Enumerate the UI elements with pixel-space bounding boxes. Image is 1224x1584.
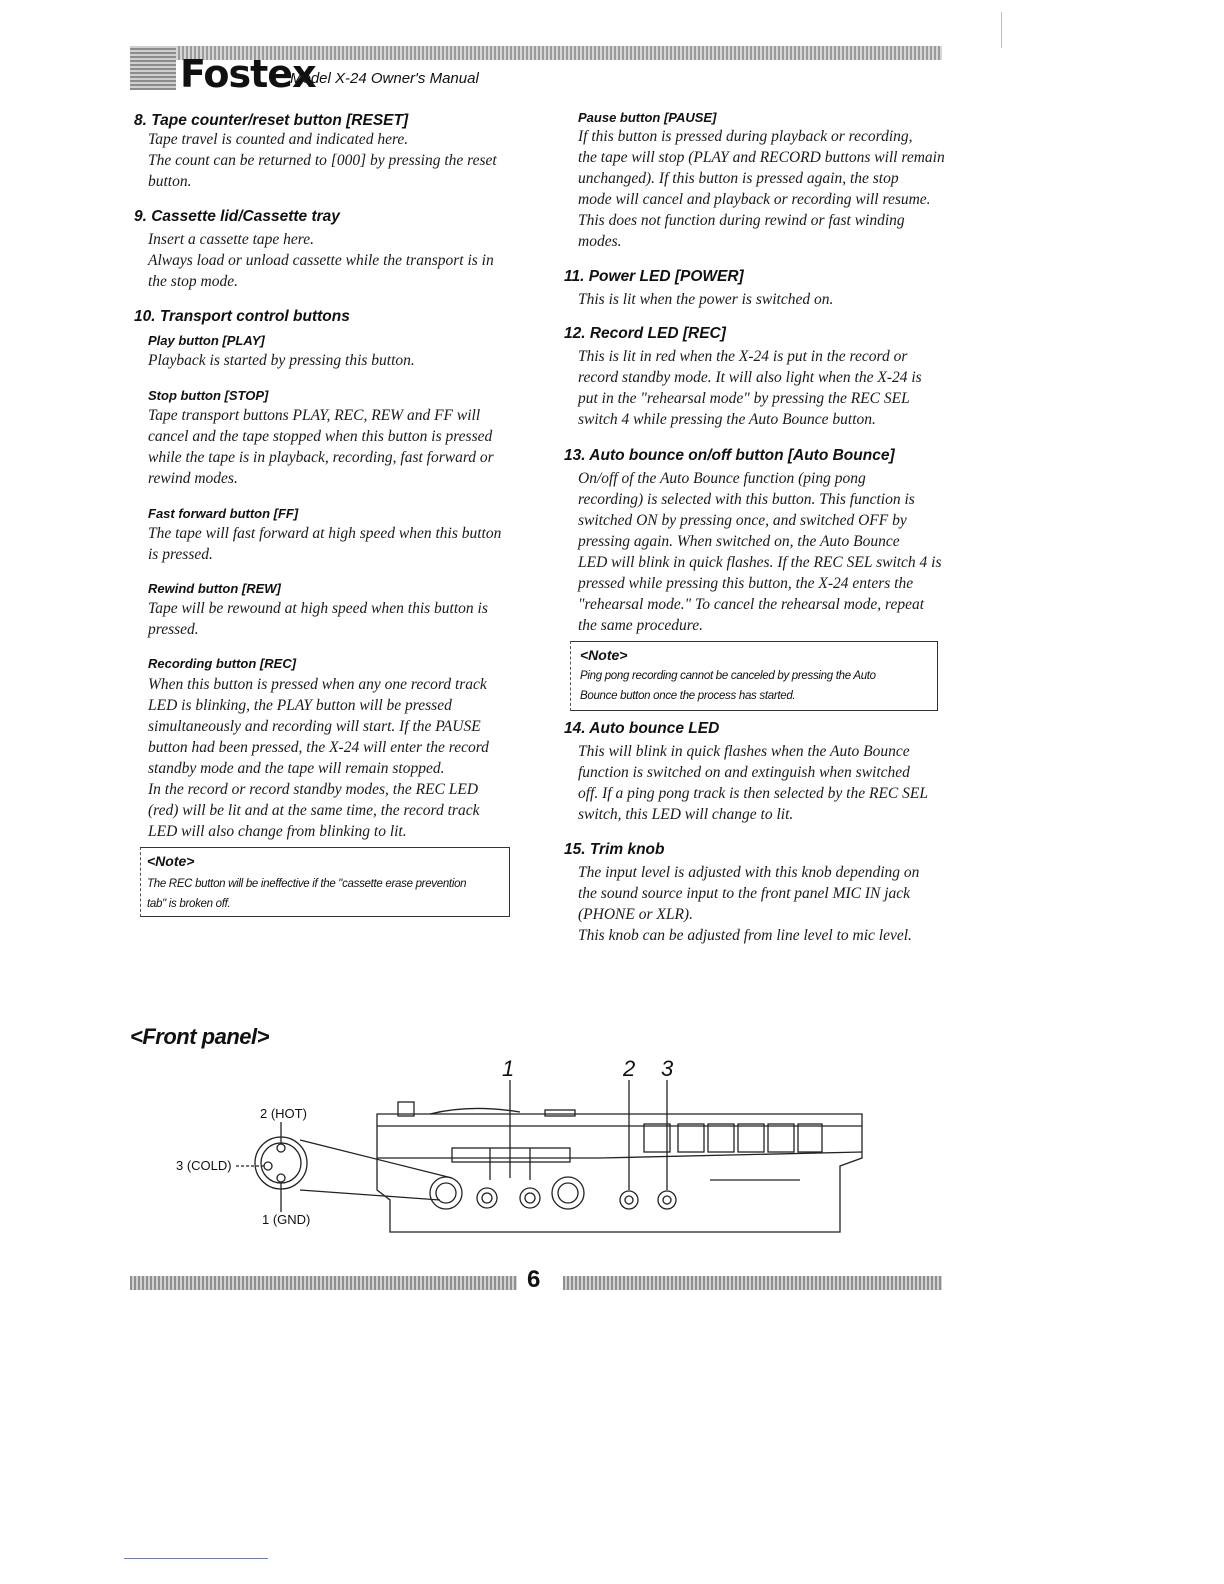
- text-line: In the record or record standby modes, the REC LED: [148, 781, 479, 798]
- xlr-jack-2: [552, 1177, 584, 1209]
- pin-cold-label: 3 (COLD): [176, 1158, 232, 1173]
- text-line: switch 4 while pressing the Auto Bounce button.: [578, 411, 876, 428]
- front-panel-title: <Front panel>: [130, 1024, 269, 1049]
- stop-heading: Stop button [STOP]: [148, 388, 269, 403]
- text-line: the sound source input to the front panel MIC IN jack: [578, 885, 911, 902]
- xlr-connector-inner: [261, 1143, 301, 1183]
- panel-seam: [600, 1152, 862, 1158]
- text-line: "rehearsal mode." To cancel the rehearsal mode, repeat: [578, 596, 925, 613]
- text-line: mode will cancel and playback or recording will resume.: [578, 191, 931, 208]
- cassette-lid-curve: [430, 1108, 520, 1114]
- transport-button: [644, 1124, 670, 1152]
- rec-heading: Recording button [REC]: [148, 656, 297, 671]
- xlr-pin-1: [277, 1174, 285, 1182]
- bottom-rule: [124, 1558, 268, 1559]
- mic-in-xlr-jack: [430, 1177, 462, 1209]
- text-line: standby mode and the tape will remain stopped.: [148, 760, 445, 777]
- text-line: Always load or unload cassette while the transport is in: [148, 252, 494, 269]
- phone-jack: [477, 1188, 497, 1208]
- led-power-inner: [625, 1196, 633, 1204]
- text-line: Tape travel is counted and indicated here.: [148, 131, 409, 148]
- trim-knob-inner: [525, 1193, 535, 1203]
- ff-heading: Fast forward button [FF]: [148, 506, 299, 521]
- section-9-heading: 9. Cassette lid/Cassette tray: [134, 208, 340, 225]
- text-line: the tape will stop (PLAY and RECORD buttons will remain: [578, 149, 945, 166]
- manual-title: Model X-24 Owner's Manual: [290, 70, 479, 87]
- text-line: rewind modes.: [148, 470, 238, 487]
- lid-latch: [545, 1110, 575, 1116]
- section-11-heading: 11. Power LED [POWER]: [564, 268, 744, 285]
- text-line: off. If a ping pong track is then selected by the REC SEL: [578, 785, 928, 802]
- text-line: switch, this LED will change to lit.: [578, 806, 794, 823]
- callout-3: 3: [661, 1056, 674, 1081]
- text-line: LED is blinking, the PLAY button will be pressed: [148, 697, 452, 714]
- transport-button: [768, 1124, 794, 1152]
- transport-button: [678, 1124, 704, 1152]
- text-line: recording) is selected with this button. This function is: [578, 491, 915, 508]
- text-line: On/off of the Auto Bounce function (ping pong: [578, 470, 866, 487]
- text-line: simultaneously and recording will start. If the PAUSE: [148, 718, 481, 735]
- text-line: put in the "rehearsal mode" by pressing the REC SEL: [578, 390, 910, 407]
- text-line: unchanged). If this button is pressed again, the stop: [578, 170, 899, 187]
- text-line: (red) will be lit and at the same time, the record track: [148, 802, 480, 819]
- section-14-heading: 14. Auto bounce LED: [564, 720, 720, 737]
- pin-gnd-label: 1 (GND): [262, 1212, 311, 1227]
- text-line: pressed while pressing this button, the X-24 enters the: [578, 575, 914, 592]
- text-line: cancel and the tape stopped when this button is pressed: [148, 428, 493, 445]
- text-line: button had been pressed, the X-24 will enter the record: [148, 739, 489, 756]
- text-line: pressed.: [148, 621, 199, 638]
- transport-button: [798, 1124, 822, 1152]
- text-line: This is lit when the power is switched on.: [578, 291, 834, 308]
- section-10-heading: 10. Transport control buttons: [134, 308, 350, 325]
- xlr-jack-2-inner: [558, 1183, 578, 1203]
- phone-jack-inner: [482, 1193, 492, 1203]
- brand-logo: Fostex: [180, 52, 316, 96]
- section-13-heading: 13. Auto bounce on/off button [Auto Bounce]: [564, 447, 895, 464]
- text-line: LED will blink in quick flashes. If the REC SEL switch 4 is: [578, 554, 942, 571]
- play-heading: Play button [PLAY]: [148, 333, 265, 348]
- note-text: tab" is broken off.: [147, 898, 231, 910]
- section-15-heading: 15. Trim knob: [564, 841, 665, 858]
- mic-in-xlr-jack-inner: [436, 1183, 456, 1203]
- footer-band-left: [130, 1276, 517, 1290]
- note-text: The REC button will be ineffective if the "cassette erase prevention: [147, 878, 467, 890]
- text-line: This is lit in red when the X-24 is put in the record or: [578, 348, 908, 365]
- text-line: switched ON by pressing once, and switched OFF by: [578, 512, 907, 529]
- section-8-heading: 8. Tape counter/reset button [RESET]: [134, 112, 409, 129]
- text-line: Tape will be rewound at high speed when this button is: [148, 600, 488, 617]
- text-line: This does not function during rewind or fast winding: [578, 212, 905, 229]
- text-line: The tape will fast forward at high speed when this button: [148, 525, 502, 542]
- text-line: is pressed.: [148, 546, 213, 563]
- text-line: modes.: [578, 233, 622, 250]
- led-power: [620, 1191, 638, 1209]
- led-rec: [658, 1191, 676, 1209]
- transport-button: [708, 1124, 734, 1152]
- note-heading: <Note>: [147, 853, 195, 869]
- led-rec-inner: [663, 1196, 671, 1204]
- text-line: the same procedure.: [578, 617, 703, 634]
- text-line: Tape transport buttons PLAY, REC, REW and FF will: [148, 407, 481, 424]
- zoom-line: [300, 1190, 440, 1200]
- text-line: the stop mode.: [148, 273, 238, 290]
- text-line: The input level is adjusted with this knob depending on: [578, 864, 920, 881]
- pin-hot-label: 2 (HOT): [260, 1106, 307, 1121]
- text-line: LED will also change from blinking to lit.: [148, 823, 407, 840]
- text-line: Insert a cassette tape here.: [148, 231, 315, 248]
- rew-heading: Rewind button [REW]: [148, 581, 281, 596]
- text-line: This will blink in quick flashes when the Auto Bounce: [578, 743, 910, 760]
- xlr-pin-3: [264, 1162, 272, 1170]
- xlr-connector-outer: [255, 1137, 307, 1189]
- text-line: The count can be returned to [000] by pressing the reset: [148, 152, 497, 169]
- note-text: Bounce button once the process has started.: [580, 690, 796, 702]
- text-line: pressing again. When switched on, the Auto Bounce: [578, 533, 900, 550]
- callout-1: 1: [502, 1056, 515, 1081]
- text-line: button.: [148, 173, 192, 190]
- transport-button: [738, 1124, 764, 1152]
- note-heading: <Note>: [580, 647, 628, 663]
- text-line: record standby mode. It will also light when the X-24 is: [578, 369, 922, 386]
- text-line: Playback is started by pressing this button.: [148, 352, 415, 369]
- text-line: If this button is pressed during playback or recording,: [578, 128, 913, 145]
- page-number: 6: [527, 1266, 541, 1293]
- trim-knob: [520, 1188, 540, 1208]
- text-line: When this button is pressed when any one record track: [148, 676, 487, 693]
- text-line: (PHONE or XLR).: [578, 906, 693, 923]
- section-12-heading: 12. Record LED [REC]: [564, 325, 726, 342]
- zoom-line: [300, 1140, 452, 1178]
- label-strip: [452, 1148, 570, 1162]
- text-line: function is switched on and extinguish when switched: [578, 764, 910, 781]
- callout-2: 2: [623, 1056, 636, 1081]
- note-text: Ping pong recording cannot be canceled by pressing the Auto: [580, 670, 876, 682]
- footer-band-right: [563, 1276, 942, 1290]
- xlr-pin-2: [277, 1144, 285, 1152]
- text-line: This knob can be adjusted from line level to mic level.: [578, 927, 912, 944]
- pause-heading: Pause button [PAUSE]: [578, 110, 717, 125]
- device-body: [377, 1114, 862, 1232]
- text-line: while the tape is in playback, recording, fast forward or: [148, 449, 494, 466]
